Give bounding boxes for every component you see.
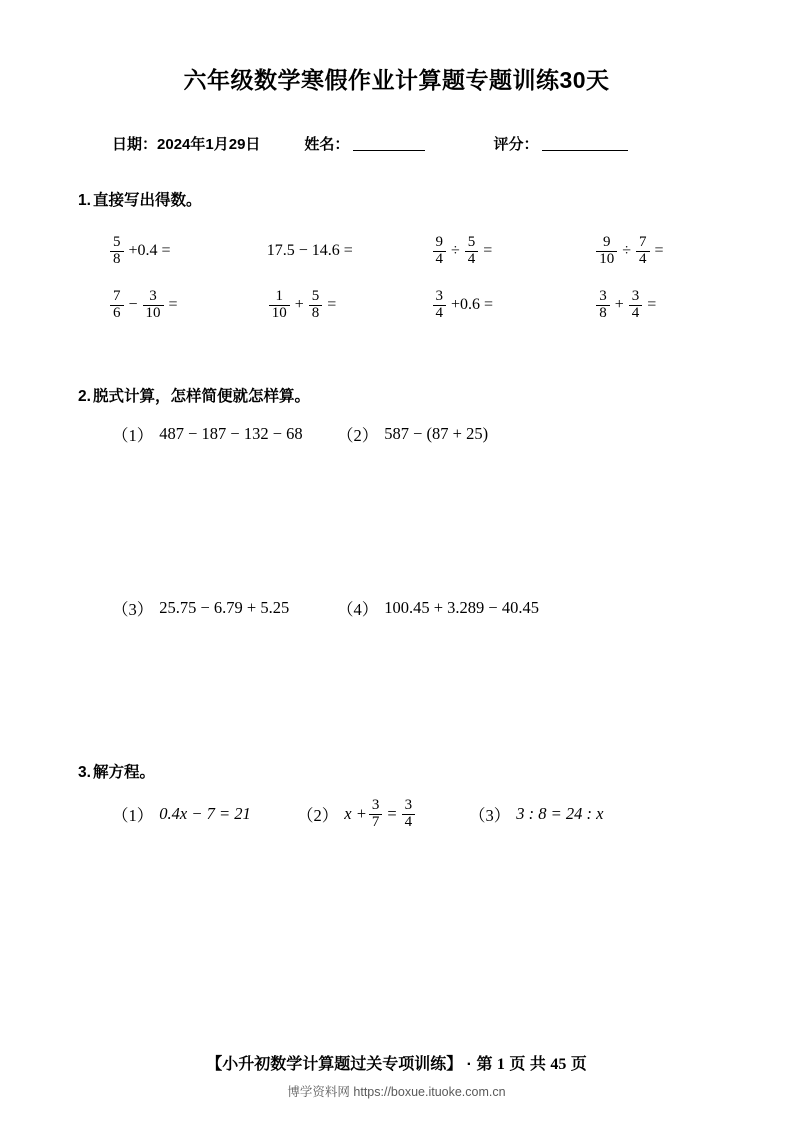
problem-2-2 <box>337 422 488 446</box>
score-label: 评分： <box>493 136 539 153</box>
expression: 17.5 − 14.6 = <box>266 242 353 259</box>
fraction: $\frac{3}{8}$ <box>596 289 610 322</box>
score-blank[interactable] <box>542 149 628 151</box>
fraction: $\frac{3}{4}$ <box>433 289 447 322</box>
date-field <box>112 133 260 154</box>
footer-total-prefix: 共 <box>529 1056 546 1073</box>
page-footer <box>0 1051 793 1074</box>
section-3-heading <box>0 760 793 782</box>
footer-page-mid: 页 <box>509 1056 526 1073</box>
problem-index: （1） <box>112 426 154 445</box>
problem-1-8 <box>594 289 753 322</box>
section-2-title: 脱式计算，怎样简便就怎样算。 <box>92 388 310 405</box>
expression: 487 − 187 − 132 − 68 <box>159 424 303 443</box>
problem-index: （2） <box>337 426 379 445</box>
fraction: $\frac{3}{10}$ <box>143 289 164 322</box>
answer-space <box>112 446 793 596</box>
expr-row <box>112 596 793 620</box>
name-label: 姓名： <box>304 136 350 153</box>
section-2-number: 2. <box>78 388 91 405</box>
operator: +0.6 = <box>451 296 494 313</box>
fraction: $\frac{7}{4}$ <box>636 235 650 268</box>
expression: 0.4x − 7 = 21 <box>159 804 251 824</box>
problem-1-7 <box>431 289 595 322</box>
problem-1-1 <box>108 235 267 268</box>
fraction: $\frac{9}{4}$ <box>433 235 447 268</box>
footer-page-number: 1 <box>496 1056 505 1073</box>
expr-row <box>112 422 793 446</box>
operator: + <box>614 296 624 313</box>
problem-2-4 <box>337 596 539 620</box>
section-1-heading <box>0 188 793 210</box>
expression: 3 : 8 = 24 : x <box>516 804 604 824</box>
expression: 587 − (87 + 25) <box>384 424 489 443</box>
problem-3-3 <box>469 802 603 826</box>
name-blank[interactable] <box>353 149 425 151</box>
section-1-problems <box>0 224 793 332</box>
operator: − <box>128 296 138 313</box>
score-field <box>493 133 628 154</box>
expression: 100.45 + 3.289 − 40.45 <box>384 598 539 617</box>
fraction: $\frac{5}{8}$ <box>110 235 124 268</box>
section-3-problems <box>0 798 793 831</box>
operator: +0.4 = <box>128 242 171 259</box>
problem-1-6 <box>267 289 431 322</box>
problem-index: （4） <box>337 600 379 619</box>
operator: + <box>294 296 304 313</box>
expression: 25.75 − 6.79 + 5.25 <box>159 598 290 617</box>
equals: = <box>654 242 664 259</box>
fraction: $\frac{9}{10}$ <box>596 235 617 268</box>
footer-label: 【小升初数学计算题过关专项训练】 <box>206 1056 463 1073</box>
fraction: $\frac{3}{7}$ <box>369 798 383 831</box>
expression-lead: x + <box>344 804 367 824</box>
fraction: $\frac{5}{4}$ <box>465 235 479 268</box>
oral-row <box>108 224 753 278</box>
fraction: $\frac{3}{4}$ <box>402 798 416 831</box>
oral-row <box>108 278 753 332</box>
equals: = <box>168 296 178 313</box>
problem-1-3 <box>431 235 595 268</box>
operator: ÷ <box>622 242 632 259</box>
problem-3-1 <box>112 802 297 826</box>
section-3-number: 3. <box>78 764 91 781</box>
answer-space <box>112 620 793 738</box>
problem-2-3 <box>112 596 337 620</box>
fraction: $\frac{3}{4}$ <box>629 289 643 322</box>
equals: = <box>647 296 657 313</box>
problem-index: （1） <box>112 806 154 826</box>
problem-index: （2） <box>297 806 339 826</box>
fraction: $\frac{5}{8}$ <box>309 289 323 322</box>
footer-separator: · <box>466 1056 472 1073</box>
problem-1-4 <box>594 235 753 268</box>
section-1-number: 1. <box>78 192 91 209</box>
name-field <box>304 133 425 154</box>
footer-total-pages: 45 <box>550 1056 567 1073</box>
section-2-problems <box>0 422 793 738</box>
problem-index: （3） <box>469 806 511 826</box>
page-title: 六年级数学寒假作业计算题专题训练30天 <box>183 67 610 93</box>
footer-page-prefix: 第 <box>476 1056 493 1073</box>
problem-3-2 <box>297 798 469 831</box>
equals: = <box>327 296 337 313</box>
date-value: 2024年1月29日 <box>157 136 261 153</box>
problem-1-2 <box>267 242 431 260</box>
fraction: $\frac{1}{10}$ <box>269 289 290 322</box>
footer-page-suffix: 页 <box>570 1056 587 1073</box>
date-label: 日期： <box>112 136 158 153</box>
equals: = <box>387 804 397 824</box>
equals: = <box>483 242 493 259</box>
meta-row <box>0 133 793 154</box>
watermark: 博学资料网 https://boxue.ituoke.com.cn <box>287 1085 506 1099</box>
problem-index: （3） <box>112 600 154 619</box>
problem-2-1 <box>112 422 337 446</box>
operator: ÷ <box>451 242 460 259</box>
section-1-title: 直接写出得数。 <box>92 192 202 209</box>
section-2-heading <box>0 384 793 406</box>
fraction: $\frac{7}{6}$ <box>110 289 124 322</box>
problem-1-5 <box>108 289 267 322</box>
section-3-title: 解方程。 <box>92 764 155 781</box>
